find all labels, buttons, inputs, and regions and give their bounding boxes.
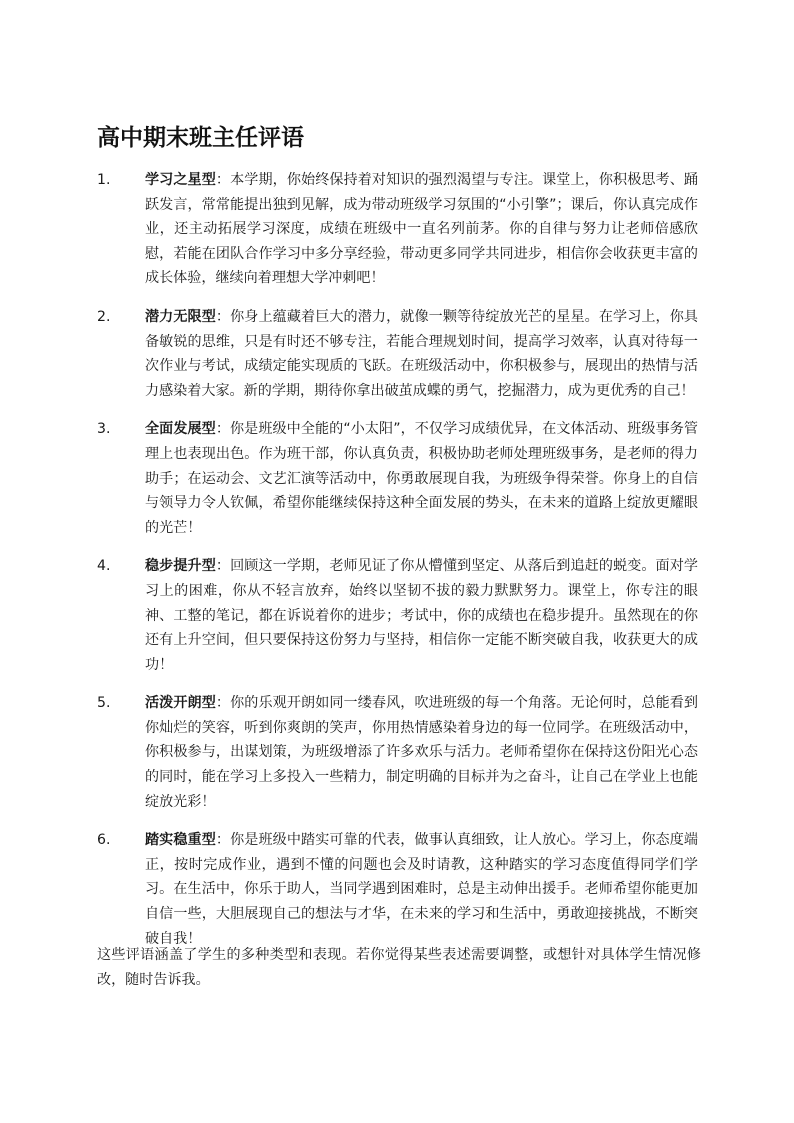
- list-item-heading: 全面发展型: [145, 421, 216, 438]
- list-item-number: 3.: [97, 421, 111, 438]
- list-item-separator: ：: [215, 308, 231, 325]
- list-item: [0, 828, 794, 951]
- list-item-separator: ：: [215, 832, 231, 849]
- list-item-text: 你是班级中全能的“小太阳”，不仅学习成绩优异，在文体活动、班级事务管理上也表现出色。作为班干部，你认真负责，积极协助老师处理班级事务，是老师的得力助手；在运动会、文艺汇演等活动中，你勇敢展现自我，为班级争得荣誉。你身上的自信与领导力令人钦佩，希望你能继续保持这种全面发展的势头，在未来的道路上绽放更耀眼的光芒！: [145, 421, 699, 536]
- list-item-heading: 活泼开朗型: [145, 695, 216, 712]
- list-item-number: 2.: [97, 308, 111, 325]
- list-item-number: 1.: [97, 172, 111, 188]
- list-item-separator: ：: [215, 172, 231, 188]
- list-item-number: 5.: [97, 695, 111, 712]
- list-item-text: 你身上蕴藏着巨大的潜力，就像一颗等待绽放光芒的星星。在学习上，你具备敏锐的思维，只是有时还不够专注，若能合理规划时间，提高学习效率，认真对待每一次作业与考试，成绩定能实现质的飞跃。在班级活动中，你积极参与，展现出的热情与活力感染着大家。新的学期，期待你拿出破茧成蝶的勇气，挖掘潜力，成为更优秀的自己！: [145, 308, 699, 399]
- list-item-heading: 学习之星型: [145, 172, 216, 188]
- list-item: [0, 691, 794, 814]
- list-item-separator: ：: [215, 695, 231, 712]
- list-item-heading: 踏实稳重型: [145, 832, 216, 849]
- comment-list: [0, 168, 794, 965]
- list-item: [0, 168, 794, 291]
- list-item-separator: ：: [215, 421, 231, 438]
- list-item-separator: ：: [215, 558, 231, 575]
- list-item-text: 本学期，你始终保持着对知识的强烈渴望与专注。课堂上，你积极思考、踊跃发言，常常能提出独到见解，成为带动班级学习氛围的“小引擎”；课后，你认真完成作业，还主动拓展学习深度，成绩在班级中一直名列前茅。你的自律与努力让老师倍感欣慰，若能在团队合作学习中多分享经验，带动更多同学共同进步，相信你会收获更丰富的成长体验，继续向着理想大学冲刺吧！: [145, 172, 699, 287]
- list-item-number: 6.: [97, 832, 111, 849]
- list-item: [0, 305, 794, 403]
- list-item: [0, 417, 794, 540]
- list-item-number: 4.: [97, 558, 111, 575]
- closing-paragraph: 这些评语涵盖了学生的多种类型和表现。若你觉得某些表述需要调整，或想针对具体学生情况修改，随时告诉我。: [97, 947, 701, 988]
- list-item: [0, 554, 794, 677]
- list-item-text: 你是班级中踏实可靠的代表，做事认真细致，让人放心。学习上，你态度端正，按时完成作业，遇到不懂的问题也会及时请教，这种踏实的学习态度值得同学们学习。在生活中，你乐于助人，当同学遇到困难时，总是主动伸出援手。老师希望你能更加自信一些，大胆展现自己的想法与才华，在未来的学习和生活中，勇敢迎接挑战，不断突破自我！: [145, 832, 699, 947]
- list-item-heading: 潜力无限型: [145, 308, 216, 325]
- list-item-text: 你的乐观开朗如同一缕春风，吹进班级的每一个角落。无论何时，总能看到你灿烂的笑容，听到你爽朗的笑声，你用热情感染着身边的每一位同学。在班级活动中，你积极参与，出谋划策，为班级增添了许多欢乐与活力。老师希望你在保持这份阳光心态的同时，能在学习上多投入一些精力，制定明确的目标并为之奋斗，让自己在学业上也能绽放光彩！: [145, 695, 699, 810]
- list-item-heading: 稳步提升型: [145, 558, 216, 575]
- list-item-text: 回顾这一学期，老师见证了你从懵懂到坚定、从落后到追赶的蜕变。面对学习上的困难，你从不轻言放弃，始终以坚韧不拔的毅力默默努力。课堂上，你专注的眼神、工整的笔记，都在诉说着你的进步；考试中，你的成绩也在稳步提升。虽然现在的你还有上升空间，但只要保持这份努力与坚持，相信你一定能不断突破自我，收获更大的成功！: [145, 558, 699, 673]
- document-title: 高中期末班主任评语: [97, 125, 304, 151]
